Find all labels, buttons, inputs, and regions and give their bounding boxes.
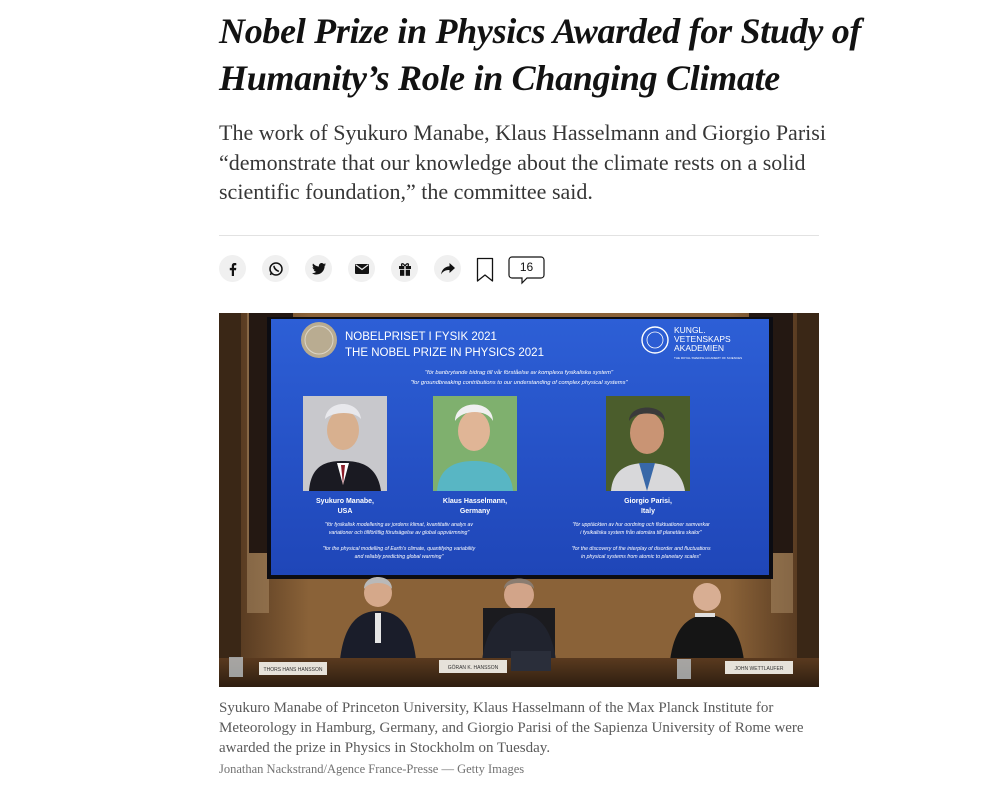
microphone-stand (511, 651, 551, 671)
portrait-parisi (606, 396, 690, 491)
citation-line: in physical systems from atomic to planetary scales" (581, 554, 701, 560)
save-article-button[interactable] (475, 257, 495, 283)
laureate-country: USA (337, 508, 353, 515)
laureate-name: Giorgio Parisi, (624, 498, 672, 505)
portrait-manabe (303, 396, 387, 491)
academy-line-2: VETENSKAPS (674, 334, 731, 344)
gift-article-button[interactable] (391, 255, 418, 282)
citation-line: "för fysikalisk modellering av jordens klimat, kvantitativ analys av (324, 522, 474, 528)
photo-caption: Syukuro Manabe of Princeton University, Klaus Hasselmann of the Max Planck Institute for Meteorology in Hamburg, Germany, and Giorgio Parisi of the Sapienza University of Rome were awarded the prize in Physics in Stockholm on Tuesday. (219, 700, 804, 756)
bookmark-icon (475, 257, 495, 283)
facebook-icon (226, 262, 240, 276)
screen-title-english: THE NOBEL PRIZE IN PHYSICS 2021 (345, 347, 544, 359)
citation-line: "för upptäckten av hur oordning och fluktuationer samverkar (572, 522, 710, 528)
photo-credit: Jonathan Nackstrand/Agence France-Presse — Getty Images (219, 762, 525, 776)
comment-count: 16 (519, 260, 534, 274)
citation-line: "for the discovery of the interplay of disorder and fluctuations (571, 546, 711, 552)
whatsapp-icon (268, 261, 284, 277)
nameplate-text: THORS HANS HANSSON (263, 667, 323, 673)
divider (219, 235, 819, 236)
water-glass (677, 659, 691, 679)
laureate-country: Germany (459, 508, 491, 515)
academy-subline: THE ROYAL SWEDISH ACADEMY OF SCIENCES (674, 356, 743, 360)
nameplate-text: JOHN WETTLAUFER (734, 666, 784, 672)
headline: Nobel Prize in Physics Awarded for Study of Humanity’s Role in Changing Climate (219, 11, 862, 98)
academy-line-3: AKADEMIEN (674, 343, 725, 353)
email-icon (355, 264, 369, 274)
citation-line: and reliably predicting global warming" (354, 554, 444, 560)
nameplate-text: GÖRAN K. HANSSON (447, 665, 499, 671)
email-share-button[interactable] (348, 255, 375, 282)
nobel-announcement-image (219, 313, 819, 687)
share-toolbar (219, 255, 819, 287)
twitter-share-button[interactable] (305, 255, 332, 282)
comments-button[interactable] (508, 256, 545, 283)
gift-icon (398, 262, 412, 276)
lead-photo (219, 313, 819, 687)
article-summary: The work of Syukuro Manabe, Klaus Hasselmann and Giorgio Parisi “demonstrate that our knowledge about the climate rests on a solid scientific foundation,” the committee said. (219, 120, 826, 204)
motivation-english: "for groundbreaking contributions to our understanding of complex physical systems" (410, 380, 628, 386)
citation-line: variationer och tillförlitlig förutsägelse av global uppvärmning" (328, 530, 470, 536)
laureate-name: Klaus Hasselmann, (442, 498, 508, 505)
screen-title-swedish: NOBELPRISET I FYSIK 2021 (345, 331, 497, 343)
laureate-country: Italy (640, 508, 656, 515)
portrait-hasselmann (433, 396, 517, 491)
laureate-name: Syukuro Manabe, (316, 498, 374, 505)
facebook-share-button[interactable] (219, 255, 246, 282)
whatsapp-share-button[interactable] (262, 255, 289, 282)
nobel-medal-icon (301, 322, 337, 358)
water-glass (229, 657, 243, 677)
citation-line: "for the physical modelling of Earth's climate, quantifying variability (322, 546, 476, 552)
share-icon (441, 263, 455, 275)
citation-line: i fysikaliska system från atomära till planetära skalor" (580, 530, 702, 536)
twitter-icon (312, 263, 326, 275)
motivation-swedish: "för banbrytande bidrag till vår förståelse av komplexa fysikaliska system" (424, 370, 614, 376)
academy-line-1: KUNGL. (674, 325, 706, 335)
more-share-button[interactable] (434, 255, 461, 282)
